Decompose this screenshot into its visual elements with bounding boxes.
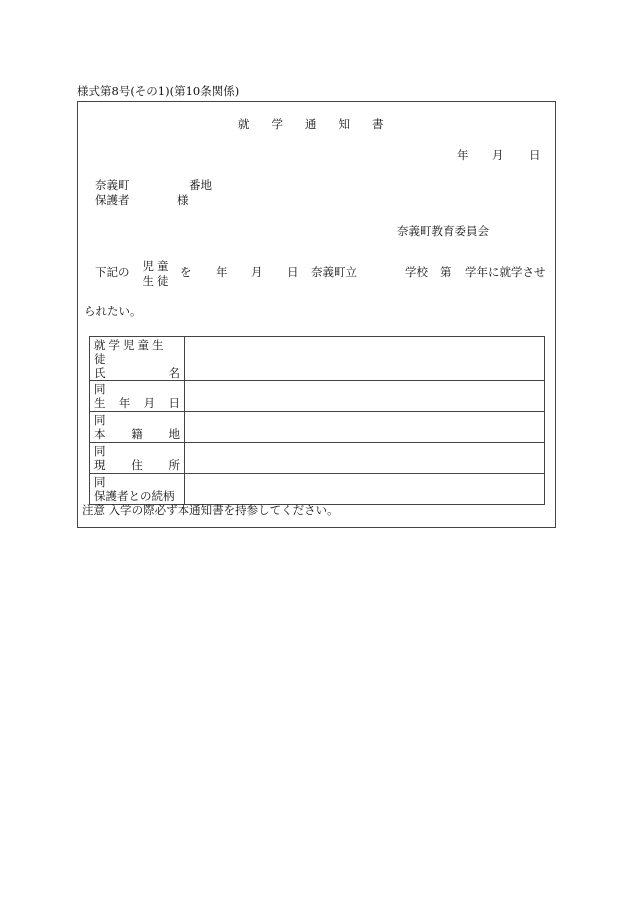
label-part: 現 bbox=[94, 458, 106, 472]
birth-date-field[interactable] bbox=[185, 381, 545, 412]
row-label bbox=[90, 412, 185, 443]
label-part: 生 bbox=[94, 396, 106, 410]
date-year: 年 bbox=[457, 148, 469, 162]
label-part: 年 bbox=[118, 396, 131, 410]
stack-bottom: 生徒 bbox=[142, 274, 172, 288]
student-info-table bbox=[89, 336, 545, 505]
label-part: 住 bbox=[131, 458, 143, 472]
label-part: 月 bbox=[143, 396, 156, 410]
label-part: 本 bbox=[94, 427, 106, 441]
date-month: 月 bbox=[492, 148, 504, 162]
body-day: 日 bbox=[287, 265, 299, 279]
label-bottom bbox=[94, 366, 180, 380]
student-name-field[interactable] bbox=[185, 337, 545, 381]
label-top: 就学児童生徒 bbox=[94, 338, 167, 366]
body-year: 年 bbox=[216, 265, 228, 279]
label-part: 所 bbox=[168, 458, 180, 472]
addressee-guardian: 保護者 bbox=[95, 193, 130, 207]
label-top: 同 bbox=[94, 444, 106, 458]
row-label bbox=[90, 474, 185, 505]
body-school: 学校 bbox=[405, 265, 428, 279]
label-part: 籍 bbox=[131, 427, 143, 441]
label-top: 同 bbox=[94, 413, 106, 427]
registered-domicile-field[interactable] bbox=[185, 412, 545, 443]
table-row bbox=[90, 337, 545, 381]
label-bottom bbox=[94, 458, 180, 472]
issuer: 奈義町教育委員会 bbox=[397, 224, 489, 238]
body-wo: を bbox=[180, 265, 192, 279]
title-char: 就 bbox=[238, 117, 250, 131]
body-month: 月 bbox=[251, 265, 263, 279]
title-char: 書 bbox=[372, 117, 384, 131]
addressee-sama: 様 bbox=[177, 193, 189, 207]
issue-date bbox=[0, 150, 630, 164]
label-part: 名 bbox=[168, 366, 180, 380]
label-top: 同 bbox=[94, 382, 106, 396]
form-number: 様式第8号(その1)(第10条関係) bbox=[77, 84, 240, 98]
document-title bbox=[238, 119, 384, 131]
label-top: 同 bbox=[94, 475, 106, 489]
body-school-prefix: 奈義町立 bbox=[311, 265, 357, 279]
label-bottom bbox=[94, 427, 180, 441]
current-address-field[interactable] bbox=[185, 443, 545, 474]
row-label bbox=[90, 337, 185, 381]
title-char: 通 bbox=[305, 117, 317, 131]
row-label bbox=[90, 381, 185, 412]
table-row bbox=[90, 443, 545, 474]
stack-top: 児童 bbox=[142, 259, 172, 273]
addressee-town: 奈義町 bbox=[95, 178, 130, 192]
title-char: 知 bbox=[338, 117, 350, 131]
row-label bbox=[90, 443, 185, 474]
body-continuation: られたい。 bbox=[84, 304, 142, 318]
note: 注意 入学の際必ず本通知書を持参してください。 bbox=[82, 503, 339, 517]
label-part: 氏 bbox=[94, 366, 106, 380]
body-grade-suffix: 学年に就学させ bbox=[465, 265, 546, 279]
table-row bbox=[90, 381, 545, 412]
label-part: 保護者との続柄 bbox=[94, 489, 175, 503]
student-type-stack bbox=[140, 259, 174, 289]
body-prefix: 下記の bbox=[95, 265, 130, 279]
table-row bbox=[90, 412, 545, 443]
addressee-banchi: 番地 bbox=[189, 178, 212, 192]
table-row bbox=[90, 474, 545, 505]
title-char: 学 bbox=[271, 117, 283, 131]
label-part: 地 bbox=[168, 427, 180, 441]
date-day: 日 bbox=[529, 148, 541, 162]
body-dai: 第 bbox=[440, 265, 452, 279]
label-bottom bbox=[94, 489, 180, 503]
label-part: 日 bbox=[168, 396, 180, 410]
relationship-field[interactable] bbox=[185, 474, 545, 505]
label-bottom bbox=[94, 396, 180, 410]
